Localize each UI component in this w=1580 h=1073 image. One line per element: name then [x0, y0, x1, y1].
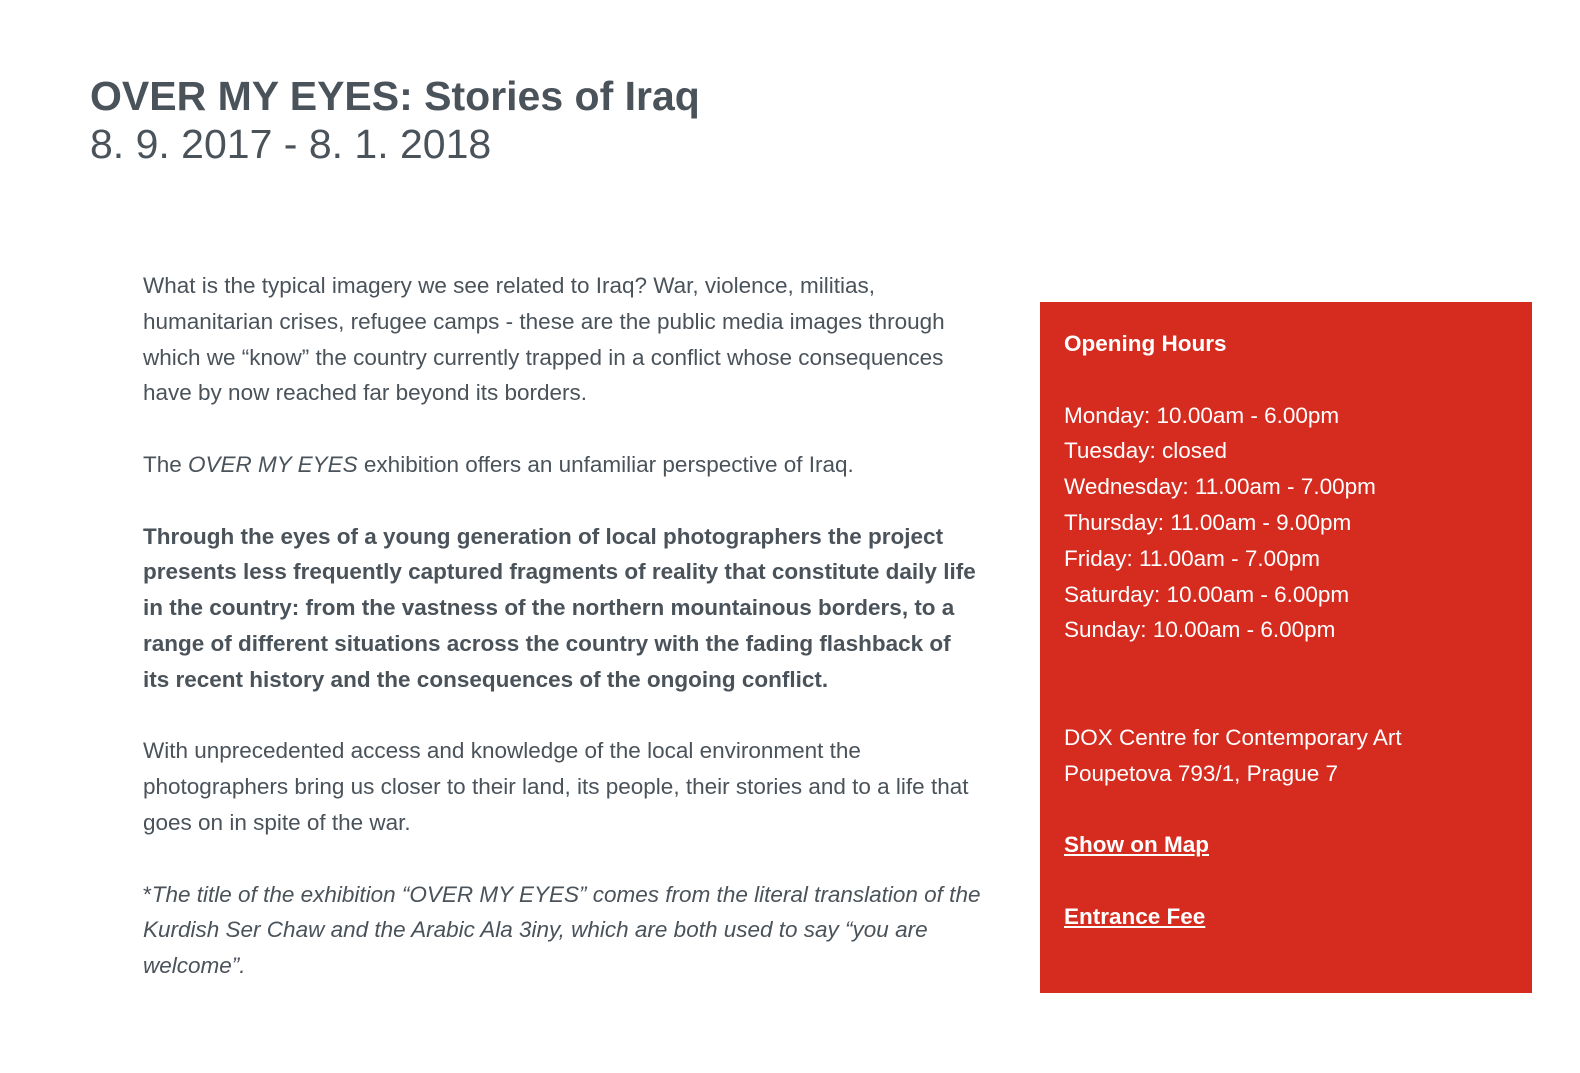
venue-address	[1064, 720, 1508, 792]
opening-hours-list	[1064, 398, 1508, 649]
exhibition-description	[143, 268, 983, 1020]
footnote-text: The title of the exhibition “OVER MY EYES” comes from the literal translation of the Kurdish Ser Chaw and the Arabic Ala 3iny, which are both used to say “you are welcome”.	[143, 881, 981, 979]
exhibition-dates: 8. 9. 2017 - 8. 1. 2018	[90, 121, 492, 167]
info-sidebar	[1040, 302, 1532, 993]
fee-link-row	[1064, 899, 1508, 935]
page-title: OVER MY EYES: Stories of Iraq	[90, 73, 700, 119]
footnote	[143, 877, 983, 984]
hours-wednesday: Wednesday: 11.00am - 7.00pm	[1064, 474, 1376, 500]
entrance-fee-link[interactable]: Entrance Fee	[1064, 903, 1206, 929]
hours-tuesday: Tuesday: closed	[1064, 438, 1228, 464]
perspective-suffix: exhibition offers an unfamiliar perspective of Iraq.	[357, 451, 854, 477]
show-on-map-link[interactable]: Show on Map	[1064, 832, 1209, 858]
sidebar-spacer	[1064, 648, 1508, 720]
exhibition-name: OVER MY EYES	[188, 451, 358, 477]
hours-saturday: Saturday: 10.00am - 6.00pm	[1064, 581, 1350, 607]
hours-friday: Friday: 11.00am - 7.00pm	[1064, 545, 1320, 571]
hours-monday: Monday: 10.00am - 6.00pm	[1064, 402, 1340, 428]
perspective-prefix: The	[143, 451, 189, 477]
venue-name: DOX Centre for Contemporary Art	[1064, 724, 1402, 750]
page-header	[90, 72, 700, 168]
map-link-row	[1064, 827, 1508, 863]
street-address: Poupetova 793/1, Prague 7	[1064, 760, 1338, 786]
access-paragraph: With unprecedented access and knowledge of the local environment the photographers bring us closer to their land, its people, their stories and to a life that goes on in spite of the war.	[143, 738, 969, 835]
perspective-paragraph	[143, 447, 983, 483]
hours-sunday: Sunday: 10.00am - 6.00pm	[1064, 617, 1336, 643]
opening-hours-heading: Opening Hours	[1064, 331, 1227, 356]
highlight-paragraph: Through the eyes of a young generation of local photographers the project presents less frequently captured fragments of reality that constitute daily life in the country: from the vastness of the northern mountainous borders, to a range of different situations across the country with the fading flashback of its recent history and the consequences of the ongoing conflict.	[143, 523, 976, 692]
intro-paragraph: What is the typical imagery we see related to Iraq? War, violence, militias, humanitarian crises, refugee camps - these are the public media images through which we “know” the country currently trapped in a conflict whose consequences have by now reached far beyond its borders.	[143, 273, 945, 406]
footnote-asterisk: *	[143, 881, 152, 907]
hours-thursday: Thursday: 11.00am - 9.00pm	[1064, 509, 1352, 535]
